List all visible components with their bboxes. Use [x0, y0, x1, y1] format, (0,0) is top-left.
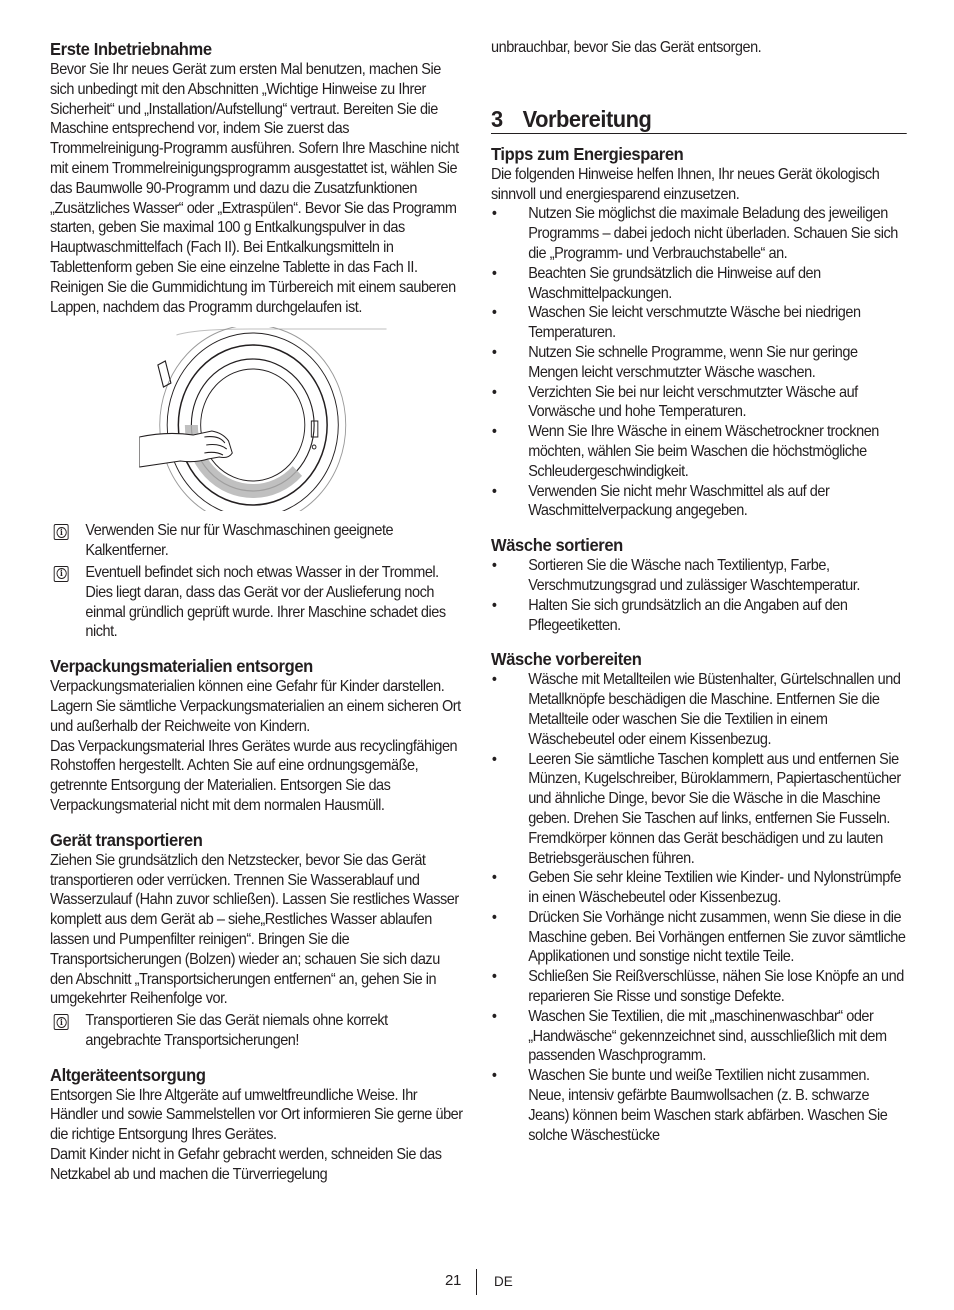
heading-energy: Tipps zum Energiesparen [491, 143, 684, 164]
note-text: Verwenden Sie nur für Waschmaschinen geeignete Kalkentferner. [85, 522, 394, 560]
prepare-list [491, 670, 907, 1145]
transport-text: Ziehen Sie grundsätzlich den Netzstecker, bevor Sie das Gerät transportieren oder verrücken. Trennen Sie Wasserablauf und Wasserzulauf (Hahn zuvor schließen). Lassen Sie restliches Wasser komplett aus dem Gerät ab – siehe„Restliches Wasser ablaufen lassen und Pumpenfilter reinigen“. Bringen Sie die Transportsicherungen (Bolzen) wieder an; schauen Sie sich dazu den Abschnitt „Transportsicherungen entfernen“ an, gehen Sie in umgekehrter Reihenfolge vor. [50, 851, 459, 1008]
info-note [50, 521, 465, 561]
old-device-text-1: Entsorgen Sie Ihre Altgeräte auf umweltfreundliche Weise. Ihr Händler und sowie Sammelstellen vor Ort informieren Sie gerne über die richtige Entsorgung Ihres Gerätes. [50, 1086, 463, 1144]
section-transport [50, 829, 465, 1051]
energy-intro: Die folgenden Hinweise helfen Ihnen, Ihr neues Gerät ökologisch sinnvoll und energiesparend einzusetzen. [491, 165, 880, 203]
old-device-text-2: Damit Kinder nicht in Gefahr gebracht werden, schneiden Sie das Netzkabel ab und machen die Türverriegelung [50, 1146, 442, 1183]
list-item: • Nutzen Sie schnelle Programme, wenn Sie nur geringe Mengen leicht verschmutzter Wäsche waschen. [491, 343, 907, 383]
info-note [50, 563, 465, 642]
list-item: • Verwenden Sie nicht mehr Waschmittel als auf der Waschmittelverpackung angegeben. [491, 482, 907, 522]
door-cleaning-illustration [139, 327, 386, 511]
note-text: Eventuell befindet sich noch etwas Wasser in der Trommel. Dies liegt daran, dass das Gerät vor der Auslieferung noch einmal gründlich geprüft wurde. Ihrer Maschine schadet dies nicht. [85, 563, 446, 641]
heading-sort: Wäsche sortieren [491, 535, 623, 556]
chapter-heading [491, 105, 907, 134]
list-item: • Waschen Sie bunte und weiße Textilien nicht zusammen. Neue, intensiv gefärbte Baumwollsachen (z. B. schwarze Jeans) können beim Waschen stark abfärben. Waschen Sie solche Wäschestücke [491, 1066, 907, 1145]
heading-first-use: Erste Inbetriebnahme [50, 39, 212, 59]
heading-transport: Gerät transportieren [50, 829, 203, 850]
footer-divider [476, 1269, 477, 1295]
heading-packaging: Verpackungsmaterialien entsorgen [50, 656, 313, 677]
list-item: • Halten Sie sich grundsätzlich an die Angaben auf den Pflegeetiketten. [491, 596, 907, 636]
chapter-title: Vorbereitung [522, 105, 652, 132]
list-item: • Sortieren Sie die Wäsche nach Textilientyp, Farbe, Verschmutzungsgrad und zulässiger Waschtemperatur. [491, 556, 907, 596]
info-icon: i [54, 524, 69, 540]
list-item: • Verzichten Sie bei nur leicht verschmutzter Wäsche auf Vorwäsche und hohe Temperaturen. [491, 383, 907, 423]
chapter-number: 3 [491, 105, 503, 132]
continuation-text: unbrauchbar, bevor Sie das Gerät entsorgen. [491, 39, 762, 56]
list-item: • Beachten Sie grundsätzlich die Hinweise auf den Waschmittelpackungen. [491, 264, 907, 304]
info-icon: i [54, 1014, 69, 1030]
list-item: • Wäsche mit Metallteilen wie Büstenhalter, Gürtelschnallen und Metallknöpfe beschädigen die Maschine. Entfernen Sie die Metallteile oder waschen Sie die Textilien in einem Wäschebeutel oder einem Kissenbezug. [491, 670, 907, 749]
list-item: • Waschen Sie leicht verschmutzte Wäsche bei niedrigen Temperaturen. [491, 303, 907, 343]
packaging-text-2: Das Verpackungsmaterial Ihres Gerätes wurde aus recyclingfähigen Rohstoffen hergestellt. Achten Sie auf eine ordnungsgemäße, getrennte Entsorgung der Materialien. Entsorgen Sie das Verpackungsmaterial nicht mit dem normalen Hausmüll. [50, 737, 458, 814]
section-prepare [491, 648, 907, 1145]
left-column [50, 38, 463, 1185]
section-old-device [50, 1064, 465, 1185]
list-item: • Geben Sie sehr kleine Textilien wie Kinder- und Nylonstrümpfe in einen Wäschebeutel oder Kissenbezug. [491, 868, 907, 908]
energy-list [491, 204, 907, 521]
language-code: DE [494, 1274, 513, 1289]
list-item: • Schließen Sie Reißverschlüsse, nähen Sie lose Knöpfe an und reparieren Sie Risse und sonstige Defekte. [491, 967, 907, 1007]
heading-prepare: Wäsche vorbereiten [491, 649, 642, 670]
page-number: 21 [445, 1272, 462, 1289]
sort-list [491, 556, 907, 635]
list-item: • Waschen Sie Textilien, die mit „maschinenwaschbar“ oder „Handwäsche“ gekennzeichnet sind, ausschließlich mit dem passenden Waschprogramm. [491, 1007, 907, 1066]
note-text: Transportieren Sie das Gerät niemals ohne korrekt angebrachte Transportsicherungen! [85, 1012, 388, 1049]
washing-machine-door-drawing [139, 327, 386, 511]
list-item: • Wenn Sie Ihre Wäsche in einem Wäschetrockner trocknen möchten, wählen Sie beim Waschen die höchstmögliche Schleudergeschwindigkeit. [491, 422, 907, 481]
notes-group-1 [50, 521, 465, 642]
list-item: • Nutzen Sie möglichst die maximale Beladung des jeweiligen Programms – dabei jedoch nicht überladen. Schauen Sie sich die „Programm- und Verbrauchstabelle“ an. [491, 204, 907, 263]
section-first-use [50, 38, 465, 317]
packaging-text-1: Verpackungsmaterialien können eine Gefahr für Kinder darstellen. Lagern Sie sämtliche Verpackungsmaterialien an einem sicheren Ort und außerhalb der Reichweite von Kindern. [50, 678, 461, 735]
section-sort [491, 534, 907, 635]
section-packaging [50, 655, 465, 816]
page-footer [0, 1272, 954, 1294]
info-icon: i [54, 566, 69, 582]
right-column [491, 38, 905, 1145]
info-note [50, 1011, 465, 1051]
list-item: • Leeren Sie sämtliche Taschen komplett aus und entfernen Sie Münzen, Kugelschreiber, Büroklammern, Papiertaschentücher und ähnliche Dinge, bevor Sie die Wäsche in die Maschine geben. Drehen Sie Taschen auf links, entfernen Sie Fusseln. Fremdkörper können das Gerät beschädigen und zu lauten Betriebsgeräuschen führen. [491, 750, 907, 869]
first-use-text: Bevor Sie Ihr neues Gerät zum ersten Mal benutzen, machen Sie sich unbedingt mit den Abschnitten „Wichtige Hinweise zu Ihrer Sicherheit“ und „Installation/Aufstellung“ vertraut. Bereiten Sie die Maschine entsprechend vor, indem Sie zuerst das Trommelreinigung-Programm ausführen. Sofern Ihre Maschine nicht mit einem Trommelreinigungsprogramm ausgestattet ist, wählen Sie das Baumwolle 90-Programm und dazu die Zusatzfunktionen „Zusätzliches Wasser“ oder „Extraspülen“. Bevor Sie das Programm starten, geben Sie maximal 100 g Entkalkungspulver in das Hauptwaschmittelfach (Fach II). Bei Entkalkungsmitteln in Tablettenform geben Sie eine einzelne Tablette in das Fach II. Reinigen Sie die Gummidichtung im Türbereich mit einem sauberen Lappen, nachdem das Programm durchgelaufen ist. [50, 61, 459, 316]
heading-old-device: Altgeräteentsorgung [50, 1064, 206, 1085]
list-item: • Drücken Sie Vorhänge nicht zusammen, wenn Sie diese in die Maschine geben. Bei Vorhängen entfernen Sie zuvor sämtliche Applikationen und sonstige nicht textile Teile. [491, 908, 907, 967]
section-energy [491, 143, 907, 521]
